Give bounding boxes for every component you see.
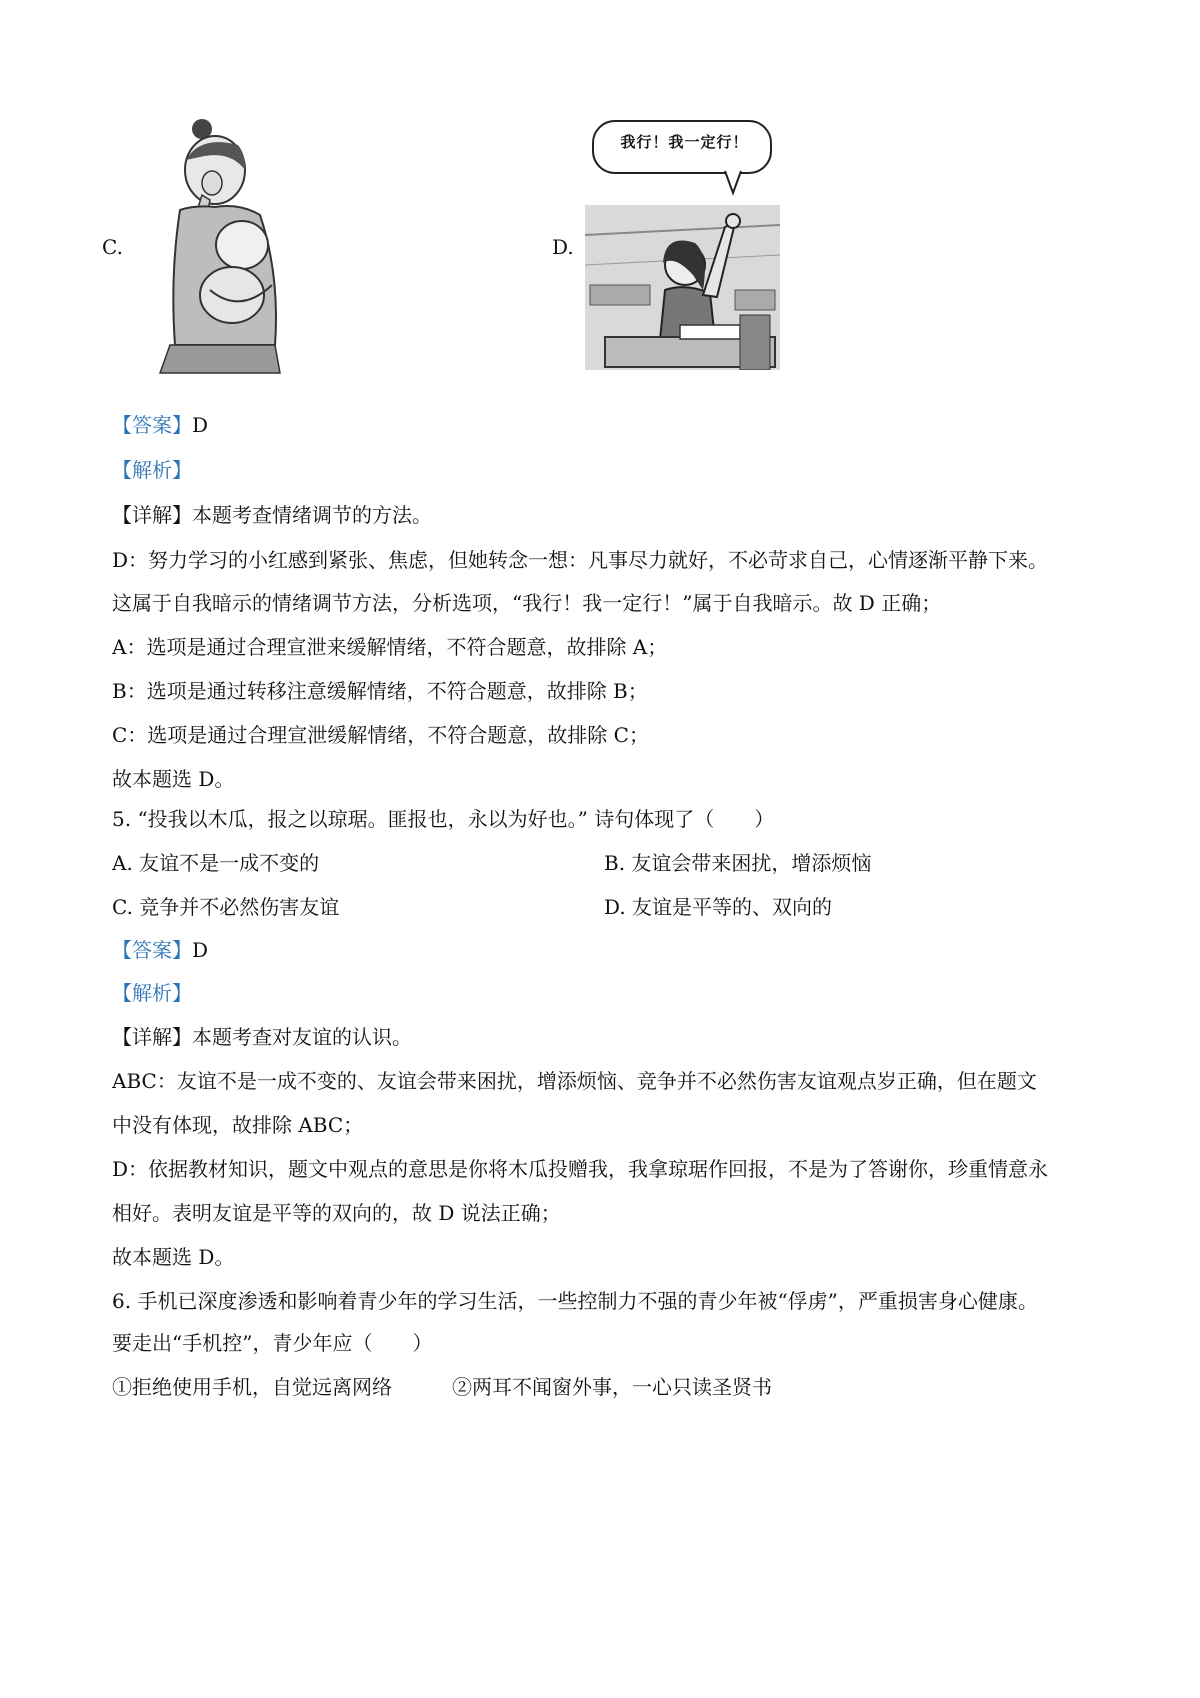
q4-answer-line	[112, 410, 208, 440]
q5-detail-line	[112, 1022, 412, 1052]
q5-detail-text: 本题考查对友谊的认识。	[192, 1025, 412, 1049]
q4-explanation-line: B：选项是通过转移注意缓解情绪，不符合题意，故排除 B；	[112, 679, 648, 703]
q5-explanation-line: ABC：友谊不是一成不变的、友谊会带来困扰，增添烦恼、竞争并不必然伤害友谊观点岁正确，但在题文	[112, 1069, 1037, 1093]
q5-conclusion: 故本题选 D。	[112, 1245, 235, 1269]
q5-analysis-tag: 【解析】	[112, 981, 192, 1005]
q5-explanation-line: 相好。表明友谊是平等的双向的，故 D 说法正确；	[112, 1201, 561, 1225]
q5-explanation-line: D：依据教材知识，题文中观点的意思是你将木瓜投赠我，我拿琼琚作回报，不是为了答谢你，珍重情意永	[112, 1157, 1049, 1181]
q4-detail-line	[112, 500, 432, 530]
q5-explanation-line: 中没有体现，故排除 ABC；	[112, 1113, 364, 1137]
q4-explanation-line: C：选项是通过合理宣泄缓解情绪，不符合题意，故排除 C；	[112, 723, 649, 747]
speech-bubble-text: 我行！我一定行！	[620, 133, 749, 151]
confident-student-illustration	[585, 115, 780, 370]
q5-option-a: A. 友谊不是一成不变的	[112, 851, 320, 875]
q6-statement-2: ②两耳不闻窗外事，一心只读圣贤书	[452, 1375, 772, 1399]
crying-mother-illustration	[150, 115, 290, 375]
q6-statement-1: ①拒绝使用手机，自觉远离网络	[112, 1375, 392, 1399]
q4-detail-text: 本题考查情绪调节的方法。	[192, 503, 432, 527]
answer-tag: 【答案】	[112, 413, 192, 437]
q4-conclusion: 故本题选 D。	[112, 767, 235, 791]
q5-stem: 5. “投我以木瓜，报之以琼琚。匪报也，永以为好也。” 诗句体现了（ ）	[112, 807, 775, 831]
detail-tag: 【详解】	[112, 503, 192, 527]
q6-stem-line-1: 6. 手机已深度渗透和影响着青少年的学习生活，一些控制力不强的青少年被“俘虏”，严重损害身心健康。	[112, 1289, 1038, 1313]
detail-tag: 【详解】	[112, 1025, 192, 1049]
answer-tag: 【答案】	[112, 938, 192, 962]
q5-option-d: D. 友谊是平等的、双向的	[604, 895, 833, 919]
option-c-label: C.	[102, 235, 123, 259]
q4-explanation-line: 这属于自我暗示的情绪调节方法，分析选项，“我行！我一定行！”属于自我暗示。故 D 正确；	[112, 591, 942, 615]
q4-answer-value: D	[192, 413, 209, 437]
q5-answer-line	[112, 935, 208, 965]
option-d-label: D.	[552, 235, 574, 259]
q5-option-c: C. 竞争并不必然伤害友谊	[112, 895, 340, 919]
q5-answer-value: D	[192, 938, 209, 962]
q4-explanation-line: A：选项是通过合理宣泄来缓解情绪，不符合题意，故排除 A；	[112, 635, 668, 659]
q4-explanation-line: D：努力学习的小红感到紧张、焦虑，但她转念一想：凡事尽力就好，不必苛求自己，心情逐渐平静下来。	[112, 548, 1049, 572]
q4-analysis-tag: 【解析】	[112, 458, 192, 482]
q5-option-b: B. 友谊会带来困扰，增添烦恼	[604, 851, 872, 875]
q6-stem-line-2: 要走出“手机控”，青少年应（ ）	[112, 1331, 433, 1355]
